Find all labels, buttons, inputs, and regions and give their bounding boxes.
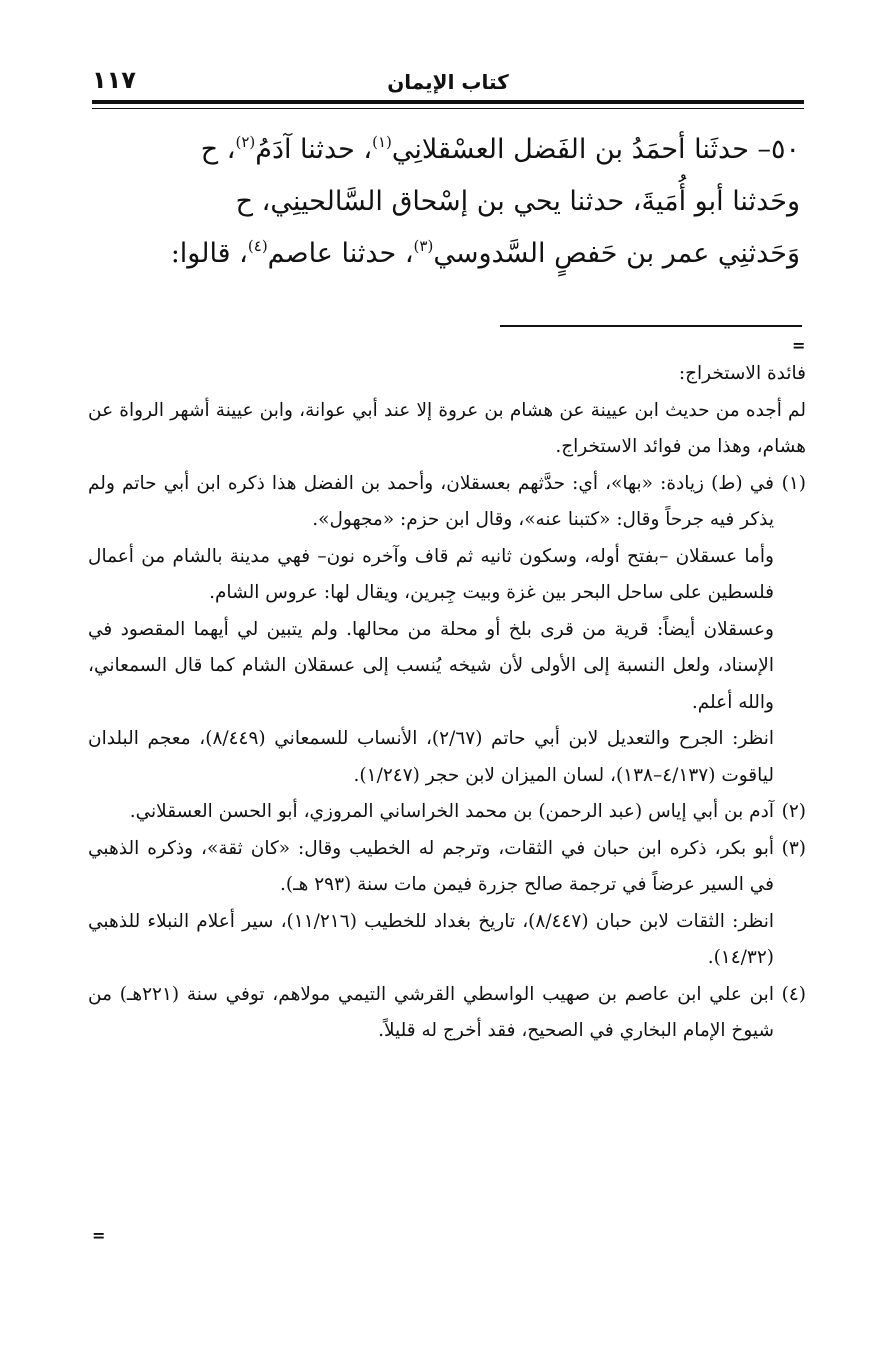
running-header — [92, 66, 804, 102]
chapter-title: كتاب الإيمان — [387, 70, 509, 94]
header-rule-thick — [92, 100, 804, 104]
footnote-3-references: انظر: الثقات لابن حبان (٨/٤٤٧)، تاريخ بغداد للخطيب (١١/٢١٦)، سير أعلام النبلاء للذهبي (١٤/٣٢). — [88, 910, 774, 968]
hadith-line-2: وحَدثنا أبو أُمَيةَ، حدثنا يحي بن إسْحاق السَّالحينِي، ح — [235, 186, 800, 217]
footnote-number-4: (٤) — [781, 983, 806, 1005]
footnote-separator — [500, 325, 802, 327]
footnote-ref-1: (١) — [372, 133, 392, 151]
footnote-number-3: (٣) — [781, 837, 806, 859]
note-intro: لم أجده من حديث ابن عيينة عن هشام بن عروة إلا عند أبي عوانة، وابن عيينة أشهر الرواة عن هشام، وهذا من فوائد الاستخراج. — [88, 399, 806, 457]
header-rule-thin — [92, 108, 804, 109]
continuation-mark-bottom: = — [92, 1226, 106, 1245]
footnote-1-paragraph-3: وعسقلان أيضاً: قرية من قرى بلخ أو محلة من محالها. ولم يتبين لي أيهما المقصود في الإسناد، ولعل النسبة إلى الأولى لأن شيخه يُنسب إلى عسقلان الشام كما قال السمعاني، والله أعلم. — [88, 618, 774, 713]
hadith-text — [120, 124, 800, 280]
hadith-line-3: وَحَدثنِي عمر بن حَفصٍ السَّدوسي$^{(٣)}$، حدثنا عاصم$^{(٤)}$، قالوا: — [170, 237, 800, 269]
footnote-4: (٤)ابن علي ابن عاصم بن صهيب الواسطي القرشي التيمي مولاهم، توفي سنة (٢٢١هـ) من شيوخ الإمام البخاري في الصحيح، فقد أخرج له قليلاً. — [88, 977, 806, 1050]
hadith-line-1: ٥٠– حدثَنا أحمَدُ بن الفَضل العسْقلانِي$^{(١)}$، حدثنا آدَمُ$^{(٢)}$، ح — [200, 133, 800, 165]
footnotes — [88, 356, 806, 1050]
footnote-number-2: (٢) — [781, 801, 806, 822]
footnote-3: (٣)أبو بكر، ذكره ابن حبان في الثقات، وترجم له الخطيب وقال: «كان ثقة»، وذكره الذهبي في السير عرضاً في ترجمة صالح جزرة فيمن مات سنة (٢٩٣ هـ). — [88, 831, 806, 904]
footnote-2: (٢)آدم بن أبي إياس (عبد الرحمن) بن محمد الخراساني المروزي، أبو الحسن العسقلاني. — [88, 794, 806, 831]
footnote-1-references: انظر: الجرح والتعديل لابن أبي حاتم (٢/٦٧)، الأنساب للسمعاني (٨/٤٤٩)، معجم البلدان لياقوت (٤/١٣٧–١٣٨)، لسان الميزان لابن حجر (١/٢٤٧). — [88, 728, 774, 786]
footnote-ref-2: (٢) — [235, 133, 256, 151]
note-heading: فائدة الاستخراج: — [678, 363, 806, 384]
footnote-ref-4: (٤) — [247, 237, 268, 255]
footnote-number-1: (١) — [781, 472, 806, 494]
footnote-ref-3: (٣) — [413, 237, 434, 255]
page-number: ١١٧ — [92, 66, 136, 94]
footnote-1: (١)في (ط) زيادة: «بها»، أي: حدَّثهم بعسقلان، وأحمد بن الفضل هذا ذكره ابن أبي حاتم ولم يذكر فيه جرحاً وقال: «كتبنا عنه»، وقال ابن حزم: «مجهول». — [88, 466, 806, 539]
footnote-1-paragraph-2: وأما عسقلان –بفتح أوله، وسكون ثانيه ثم قاف وآخره نون– فهي مدينة بالشام من أعمال فلسطين على ساحل البحر بين غزة وبيت جِبرين، ويقال لها: عروس الشام. — [88, 545, 774, 603]
continuation-mark-top: = — [792, 336, 806, 355]
